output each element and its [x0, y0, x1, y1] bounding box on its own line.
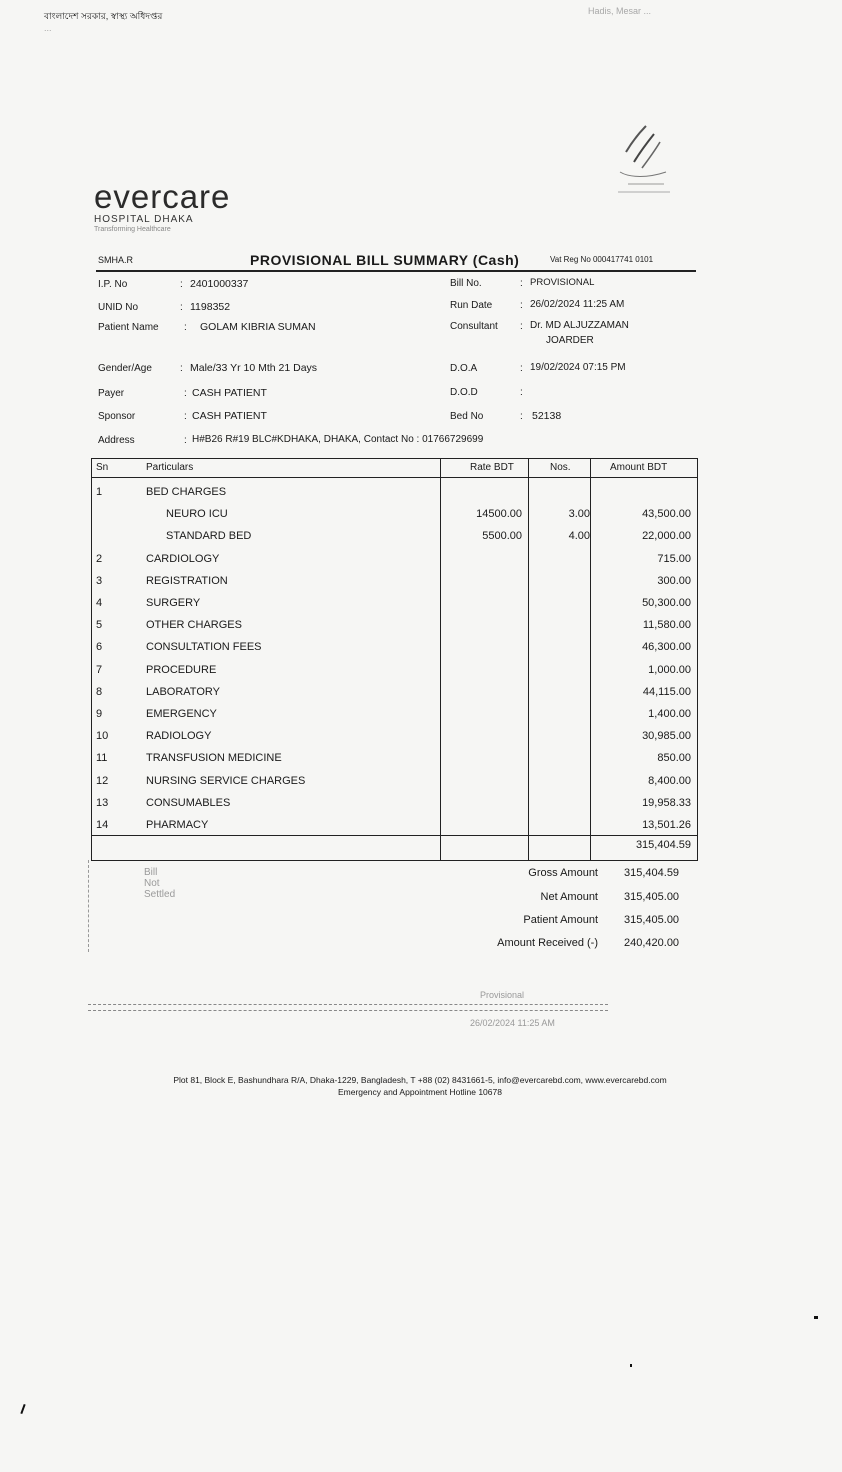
address-label: Address [98, 435, 135, 446]
bill-table [91, 458, 698, 861]
row-sl: 6 [96, 641, 103, 654]
scan-speck [630, 1364, 632, 1367]
row-sl: 2 [96, 552, 103, 565]
ip-no-label: I.P. No [98, 279, 128, 290]
colon: : [520, 300, 523, 311]
consultant-label: Consultant [450, 321, 498, 332]
row-amount: 300.00 [657, 574, 691, 587]
row-amount: 1,000.00 [648, 663, 691, 676]
table-row [92, 683, 697, 705]
gender-age-label: Gender/Age [98, 363, 152, 374]
scan-speck [814, 1316, 818, 1319]
row-amount: 19,958.33 [642, 796, 691, 809]
row-particular: STANDARD BED [166, 530, 252, 543]
colon: : [520, 321, 523, 332]
unid-value: 1198352 [190, 301, 231, 313]
row-amount: 11,580.00 [642, 619, 691, 632]
colon: : [520, 278, 523, 289]
table-row [92, 594, 697, 616]
colon: : [520, 363, 523, 374]
table-total: 315,404.59 [635, 839, 691, 851]
row-particular: PHARMACY [146, 819, 209, 831]
top-left-line1: বাংলাদেশ সরকার, স্বাস্থ্য অধিদপ্তর [44, 11, 163, 21]
row-nos: 3.00 [568, 508, 590, 521]
colon: : [184, 322, 187, 333]
patient-name-label: Patient Name [98, 322, 159, 333]
header-divider [92, 477, 697, 478]
colon: : [184, 411, 187, 422]
unid-label: UNID No [98, 302, 139, 313]
col-header-nos: Nos. [550, 462, 571, 473]
doa-label: D.O.A [450, 363, 478, 374]
row-rate: 14500.00 [476, 508, 522, 521]
table-row [92, 550, 697, 572]
row-particular: RADIOLOGY [146, 730, 212, 743]
table-row [92, 816, 697, 838]
table-row [92, 749, 697, 771]
row-sl: 5 [96, 619, 103, 632]
gross-amount-value: 315,404.59 [624, 867, 680, 879]
table-row [92, 794, 697, 816]
footer-address: Plot 81, Block E, Bashundhara R/A, Dhaka-1229, Bangladesh, T +88 (02) 8431661-5, info@evercarebd.com, www.evercarebd.com [173, 1075, 667, 1085]
table-row [92, 661, 697, 683]
run-date-value: 26/02/2024 11:25 AM [530, 299, 625, 310]
row-amount: 715.00 [657, 552, 691, 565]
row-nos: 4.00 [568, 530, 590, 543]
top-left-note [44, 10, 162, 34]
footer-hotline: Emergency and Appointment Hotline 10678 [338, 1087, 502, 1097]
bill-no-label: Bill No. [450, 278, 482, 289]
gross-amount-label: Gross Amount [528, 867, 598, 879]
gender-age-value: Male/33 Yr 10 Mth 21 Days [190, 362, 318, 374]
amount-received-value: 240,420.00 [624, 937, 680, 949]
signature-line [88, 1010, 608, 1011]
row-particular: EMERGENCY [146, 708, 217, 720]
summary-left-border [88, 860, 89, 952]
row-sl: 8 [96, 685, 103, 698]
brand-name: evercare [94, 178, 231, 215]
form-code: SMHA.R [98, 255, 134, 265]
sponsor-value: CASH PATIENT [192, 410, 267, 422]
colon: : [520, 387, 523, 398]
row-amount: 13,501.26 [642, 819, 691, 831]
table-row [92, 616, 697, 638]
signature-note: Provisional [480, 990, 525, 1000]
payer-label: Payer [98, 388, 125, 399]
row-sl: 11 [96, 752, 108, 765]
table-row [92, 638, 697, 660]
sponsor-label: Sponsor [98, 411, 136, 422]
col-header-particulars: Particulars [146, 462, 194, 473]
row-sl: 4 [96, 597, 103, 609]
row-particular: CONSUMABLES [146, 796, 231, 809]
bed-no-value: 52138 [532, 410, 562, 422]
footer [60, 1074, 780, 1098]
row-particular: PROCEDURE [146, 663, 217, 676]
row-amount: 30,985.00 [642, 730, 691, 743]
top-right-note: Hadis, Mesar ... [588, 6, 652, 16]
row-particular: TRANSFUSION MEDICINE [146, 752, 282, 765]
row-amount: 22,000.00 [642, 530, 691, 543]
payer-value: CASH PATIENT [192, 387, 267, 399]
row-amount: 1,400.00 [648, 708, 691, 720]
patient-amount-label: Patient Amount [523, 914, 598, 926]
row-amount: 50,300.00 [642, 597, 691, 609]
vat-reg: Vat Reg No 000417741 0101 [550, 255, 654, 264]
address-value: H#B26 R#19 BLC#KDHAKA, DHAKA, Contact No : 01766729699 [192, 434, 484, 445]
colon: : [180, 302, 183, 313]
doa-value: 19/02/2024 07:15 PM [530, 362, 626, 373]
signature-date: 26/02/2024 11:25 AM [470, 1018, 555, 1028]
row-particular: NEURO ICU [166, 508, 228, 521]
table-row [92, 705, 697, 727]
table-row [92, 483, 697, 505]
row-particular: BED CHARGES [146, 486, 227, 498]
colon: : [184, 435, 187, 446]
row-amount: 850.00 [657, 752, 691, 765]
row-sl: 1 [96, 486, 103, 498]
col-header-amount: Amount BDT [610, 462, 668, 473]
row-amount: 8,400.00 [648, 774, 691, 787]
col-header-rate: Rate BDT [470, 462, 514, 473]
dod-label: D.O.D [450, 387, 478, 398]
row-particular: LABORATORY [146, 685, 220, 698]
row-sl: 12 [96, 774, 109, 787]
colon: : [520, 411, 523, 422]
row-particular: NURSING SERVICE CHARGES [146, 774, 306, 787]
net-amount-label: Net Amount [540, 891, 598, 903]
row-amount: 46,300.00 [642, 641, 691, 654]
colon: : [184, 388, 187, 399]
row-sl: 10 [96, 730, 109, 743]
table-row [92, 572, 697, 594]
brand-tagline: Transforming Healthcare [94, 226, 171, 233]
table-row [92, 527, 697, 549]
top-left-line2: ... [44, 23, 52, 33]
row-particular: SURGERY [146, 597, 201, 609]
brand-sub: HOSPITAL DHAKA [94, 214, 194, 225]
brand-block [94, 178, 230, 233]
row-particular: CARDIOLOGY [146, 552, 220, 565]
table-row [92, 727, 697, 749]
table-row [92, 772, 697, 794]
col-header-sl: Sn [96, 462, 109, 473]
patient-amount-value: 315,405.00 [624, 914, 680, 926]
signature-line [88, 1004, 608, 1005]
consultant-value-line2: JOARDER [546, 335, 594, 346]
row-particular: CONSULTATION FEES [146, 641, 262, 654]
colon: : [180, 363, 183, 374]
row-particular: REGISTRATION [146, 574, 228, 587]
scan-speck [20, 1404, 25, 1414]
row-particular: OTHER CHARGES [146, 619, 242, 632]
colon: : [180, 279, 183, 290]
row-sl: 3 [96, 574, 103, 587]
patient-name-value: GOLAM KIBRIA SUMAN [200, 321, 316, 333]
bill-status: Bill Not Settled [144, 867, 176, 900]
net-amount-value: 315,405.00 [624, 891, 680, 903]
bill-no-value: PROVISIONAL [530, 277, 595, 288]
title-bar [96, 252, 696, 272]
row-sl: 9 [96, 708, 103, 720]
document-title: PROVISIONAL BILL SUMMARY (Cash) [250, 252, 520, 268]
run-date-label: Run Date [450, 300, 493, 311]
row-amount: 43,500.00 [642, 508, 691, 521]
bed-no-label: Bed No [450, 411, 484, 422]
row-sl: 7 [96, 663, 103, 676]
consultant-value-line1: Dr. MD ALJUZZAMAN [530, 320, 629, 331]
row-rate: 5500.00 [482, 530, 522, 543]
ip-no-value: 2401000337 [190, 278, 249, 290]
row-amount: 44,115.00 [642, 685, 691, 698]
amount-received-label: Amount Received (-) [497, 937, 598, 949]
hospital-seal-icon [608, 112, 678, 200]
row-sl: 14 [96, 819, 109, 831]
row-sl: 13 [96, 796, 109, 809]
table-row [92, 505, 697, 527]
